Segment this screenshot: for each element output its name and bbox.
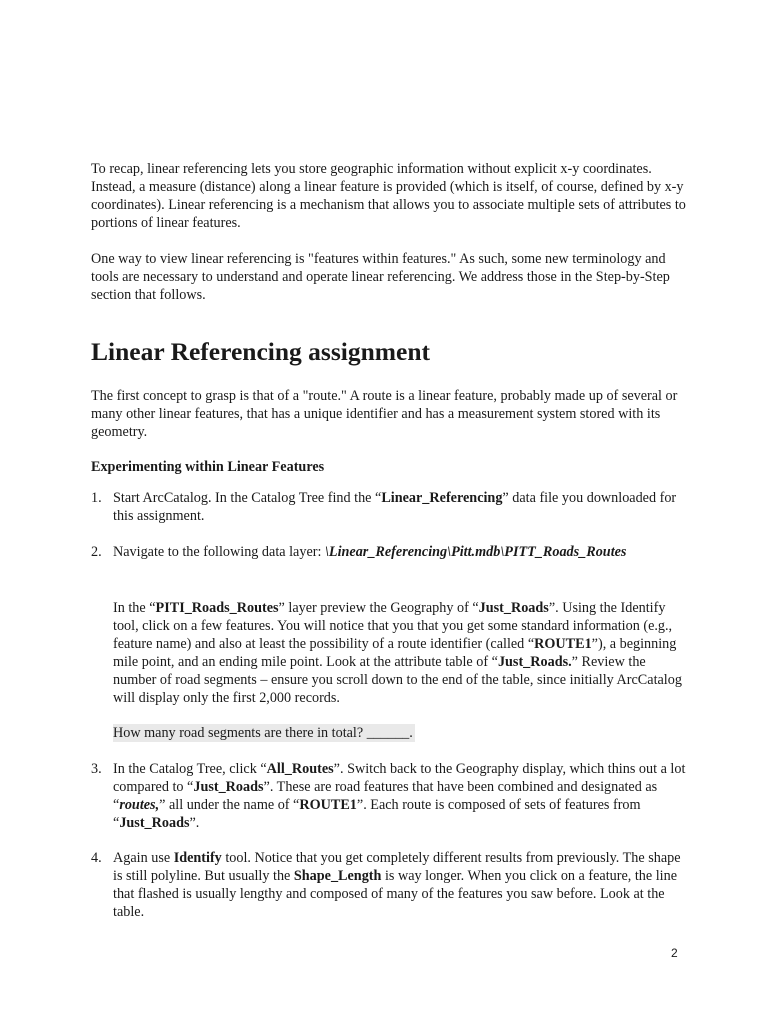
step-2-detail: In the “PITI_Roads_Routes” layer preview the Geography of “Just_Roads”. Using the Identify tool, click on a few features. You will notice that you that you get some standard information (e.g., feature name) and also at least the possibility of a route identifier (called “ROUTE1”), a beginning mile point, and an ending mile point. Look at the attribute table of “Just_Roads.” Review the number of road segments – ensure you scroll down to the end of the table, since initially ArcCatalog will display only the first 2,000 records. <box>113 600 682 706</box>
data-layer-path: \Linear_Referencing\Pitt.mdb\PITT_Roads_Routes <box>324 544 627 560</box>
list-number: 4. <box>91 850 102 866</box>
section-paragraph: The first concept to grasp is that of a "route." A route is a linear feature, probably made up of several or many other linear features, that has a unique identifier and has a measurement system stored with its geometry. <box>91 388 678 440</box>
highlighted-question: How many road segments are there in total? ______. <box>113 725 413 741</box>
list-number: 3. <box>91 761 102 777</box>
list-number: 1. <box>91 490 102 506</box>
list-item-text: Start ArcCatalog. In the Catalog Tree find the “Linear_Referencing” data file you downloaded for this assignment. <box>113 490 677 524</box>
list-item-text: Again use Identify tool. Notice that you get completely different results from previously. The shape is still polyline. But usually the Shape_Length is way longer. When you click on a feature, the line that flashed is usually lengthy and composed of many of the features you saw before. Look at the table. <box>113 850 681 920</box>
list-item-1 <box>91 489 691 525</box>
list-item-3 <box>91 760 691 832</box>
list-number: 2. <box>91 544 102 560</box>
section-title: Linear Referencing assignment <box>91 337 431 366</box>
section-subtitle: Experimenting within Linear Features <box>91 459 325 475</box>
list-item-text: Navigate to the following data layer: \Linear_Referencing\Pitt.mdb\PITT_Roads_Routes <box>113 544 627 560</box>
intro-paragraph-2: One way to view linear referencing is "features within features." As such, some new terminology and tools are necessary to understand and operate linear referencing. We address those in the Step-by-Step section that follows. <box>91 251 670 303</box>
list-item-text: In the Catalog Tree, click “All_Routes”. Switch back to the Geography display, which thins out a lot compared to “Just_Roads”. These are road features that have been combined and designated as “routes,” all under the name of “ROUTE1”. Each route is composed of sets of features from “Just_Roads”. <box>113 761 686 831</box>
intro-paragraph-1: To recap, linear referencing lets you store geographic information without explicit x-y coordinates. Instead, a measure (distance) along a linear feature is provided (which is itself, of course, defined by x-y coordinates). Linear referencing is a mechanism that allows you to associate multiple sets of attributes to portions of linear features. <box>91 161 686 231</box>
list-item-2 <box>91 543 691 561</box>
list-item-4 <box>91 849 691 921</box>
page-number: 2 <box>671 946 678 960</box>
question-line <box>113 724 683 742</box>
